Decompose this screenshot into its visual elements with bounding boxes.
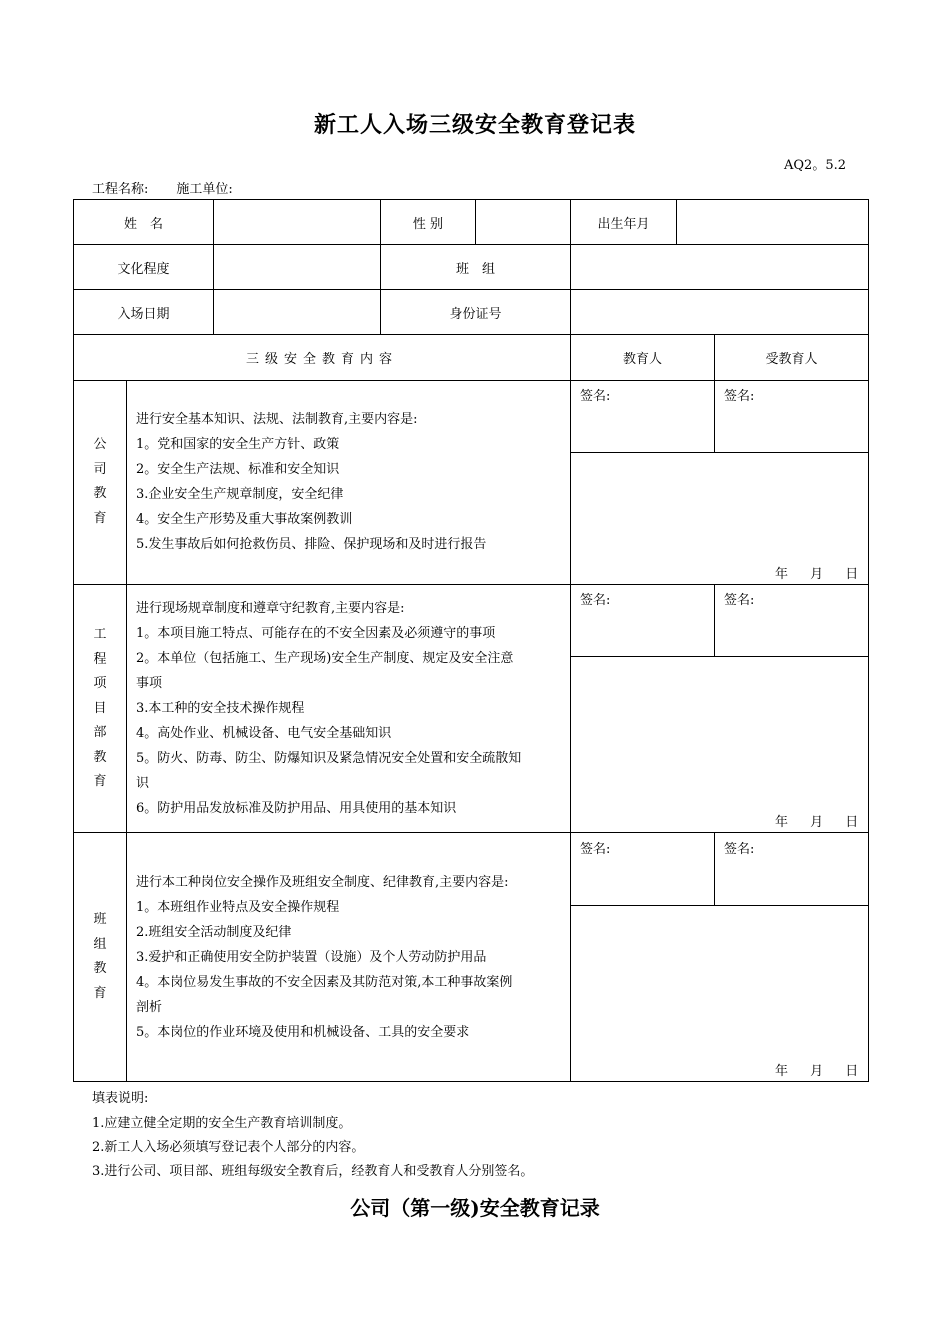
id-number-label: 身份证号 [449,306,502,322]
project-name-label: 工程名称: [92,182,149,197]
content-header: 三级安全教育内容 [245,352,398,367]
note-item: 1.应建立健全定期的安全生产教育培训制度。 [92,1116,352,1131]
project-educator-signature: 签名: [580,593,611,608]
section-subtitle: 公司（第一级)安全教育记录 [350,1196,600,1220]
form-code: AQ2。5.2 [784,158,846,173]
team-label: 班 组 [455,261,495,277]
note-item: 2.新工人入场必须填写登记表个人部分的内容。 [92,1140,365,1155]
education-label: 文化程度 [117,261,170,277]
gender-label: 性 别 [412,216,444,232]
project-education-content: 进行现场规章制度和遵章守纪教育,主要内容是: 1。本项目施工特点、可能存在的不安全因素及必须遵守的事项 2。本单位（包括施工、生产现场)安全生产制度、规定及安全注意 事项 3.本工种的安全技术操作规程 4。高处作业、机械设备、电气安全基础知识 5。防火、防毒、防尘、防爆知识及紧急情况安全处置和安全疏散知 识 6。防护用品发放标准及防护用品、用具使用的基本知识 [136,601,522,816]
company-date: 年 月 日 [775,567,859,582]
company-education-content: 进行安全基本知识、法规、法制教育,主要内容是: 1。党和国家的安全生产方针、政策 2。安全生产法规、标准和安全知识 3.企业安全生产规章制度，安全纪律 4。安全生产形势及重大事故案例教训 5.发生事故后如何抢救伤员、排险、保护现场和及时进行报告 [136,412,487,552]
team-educator-signature: 签名: [580,842,611,857]
project-date: 年 月 日 [775,815,859,830]
level-team: 班 组 教 育 [93,912,107,1001]
project-info-line [92,178,261,197]
name-label: 姓 名 [123,216,163,232]
team-educatee-signature: 签名: [724,842,755,857]
educator-header: 教育人 [622,352,662,367]
team-date: 年 月 日 [775,1064,859,1079]
entry-date-label: 入场日期 [117,306,170,322]
level-company: 公 司 教 育 [93,437,107,526]
unit-label: 施工单位: [176,182,233,197]
page-title: 新工人入场三级安全教育登记表 [313,112,636,138]
company-educator-signature: 签名: [580,389,611,404]
level-project-department: 工 程 项 目 部 教 育 [93,627,107,789]
notes-heading: 填表说明: [92,1091,149,1106]
company-educatee-signature: 签名: [724,389,755,404]
birth-label: 出生年月 [597,216,650,232]
project-educatee-signature: 签名: [724,593,755,608]
educatee-header: 受教育人 [765,352,818,367]
note-item: 3.进行公司、项目部、班组每级安全教育后，经教育人和受教育人分别签名。 [92,1164,534,1179]
team-education-content: 进行本工种岗位安全操作及班组安全制度、纪律教育,主要内容是: 1。本班组作业特点及安全操作规程 2.班组安全活动制度及纪律 3.爱护和正确使用安全防护装置（设施）及个人劳动防护用品 4。本岗位易发生事故的不安全因素及其防范对策,本工种事故案例 剖析 5。本岗位的作业环境及使用和机械设备、工具的安全要求 [136,875,513,1040]
